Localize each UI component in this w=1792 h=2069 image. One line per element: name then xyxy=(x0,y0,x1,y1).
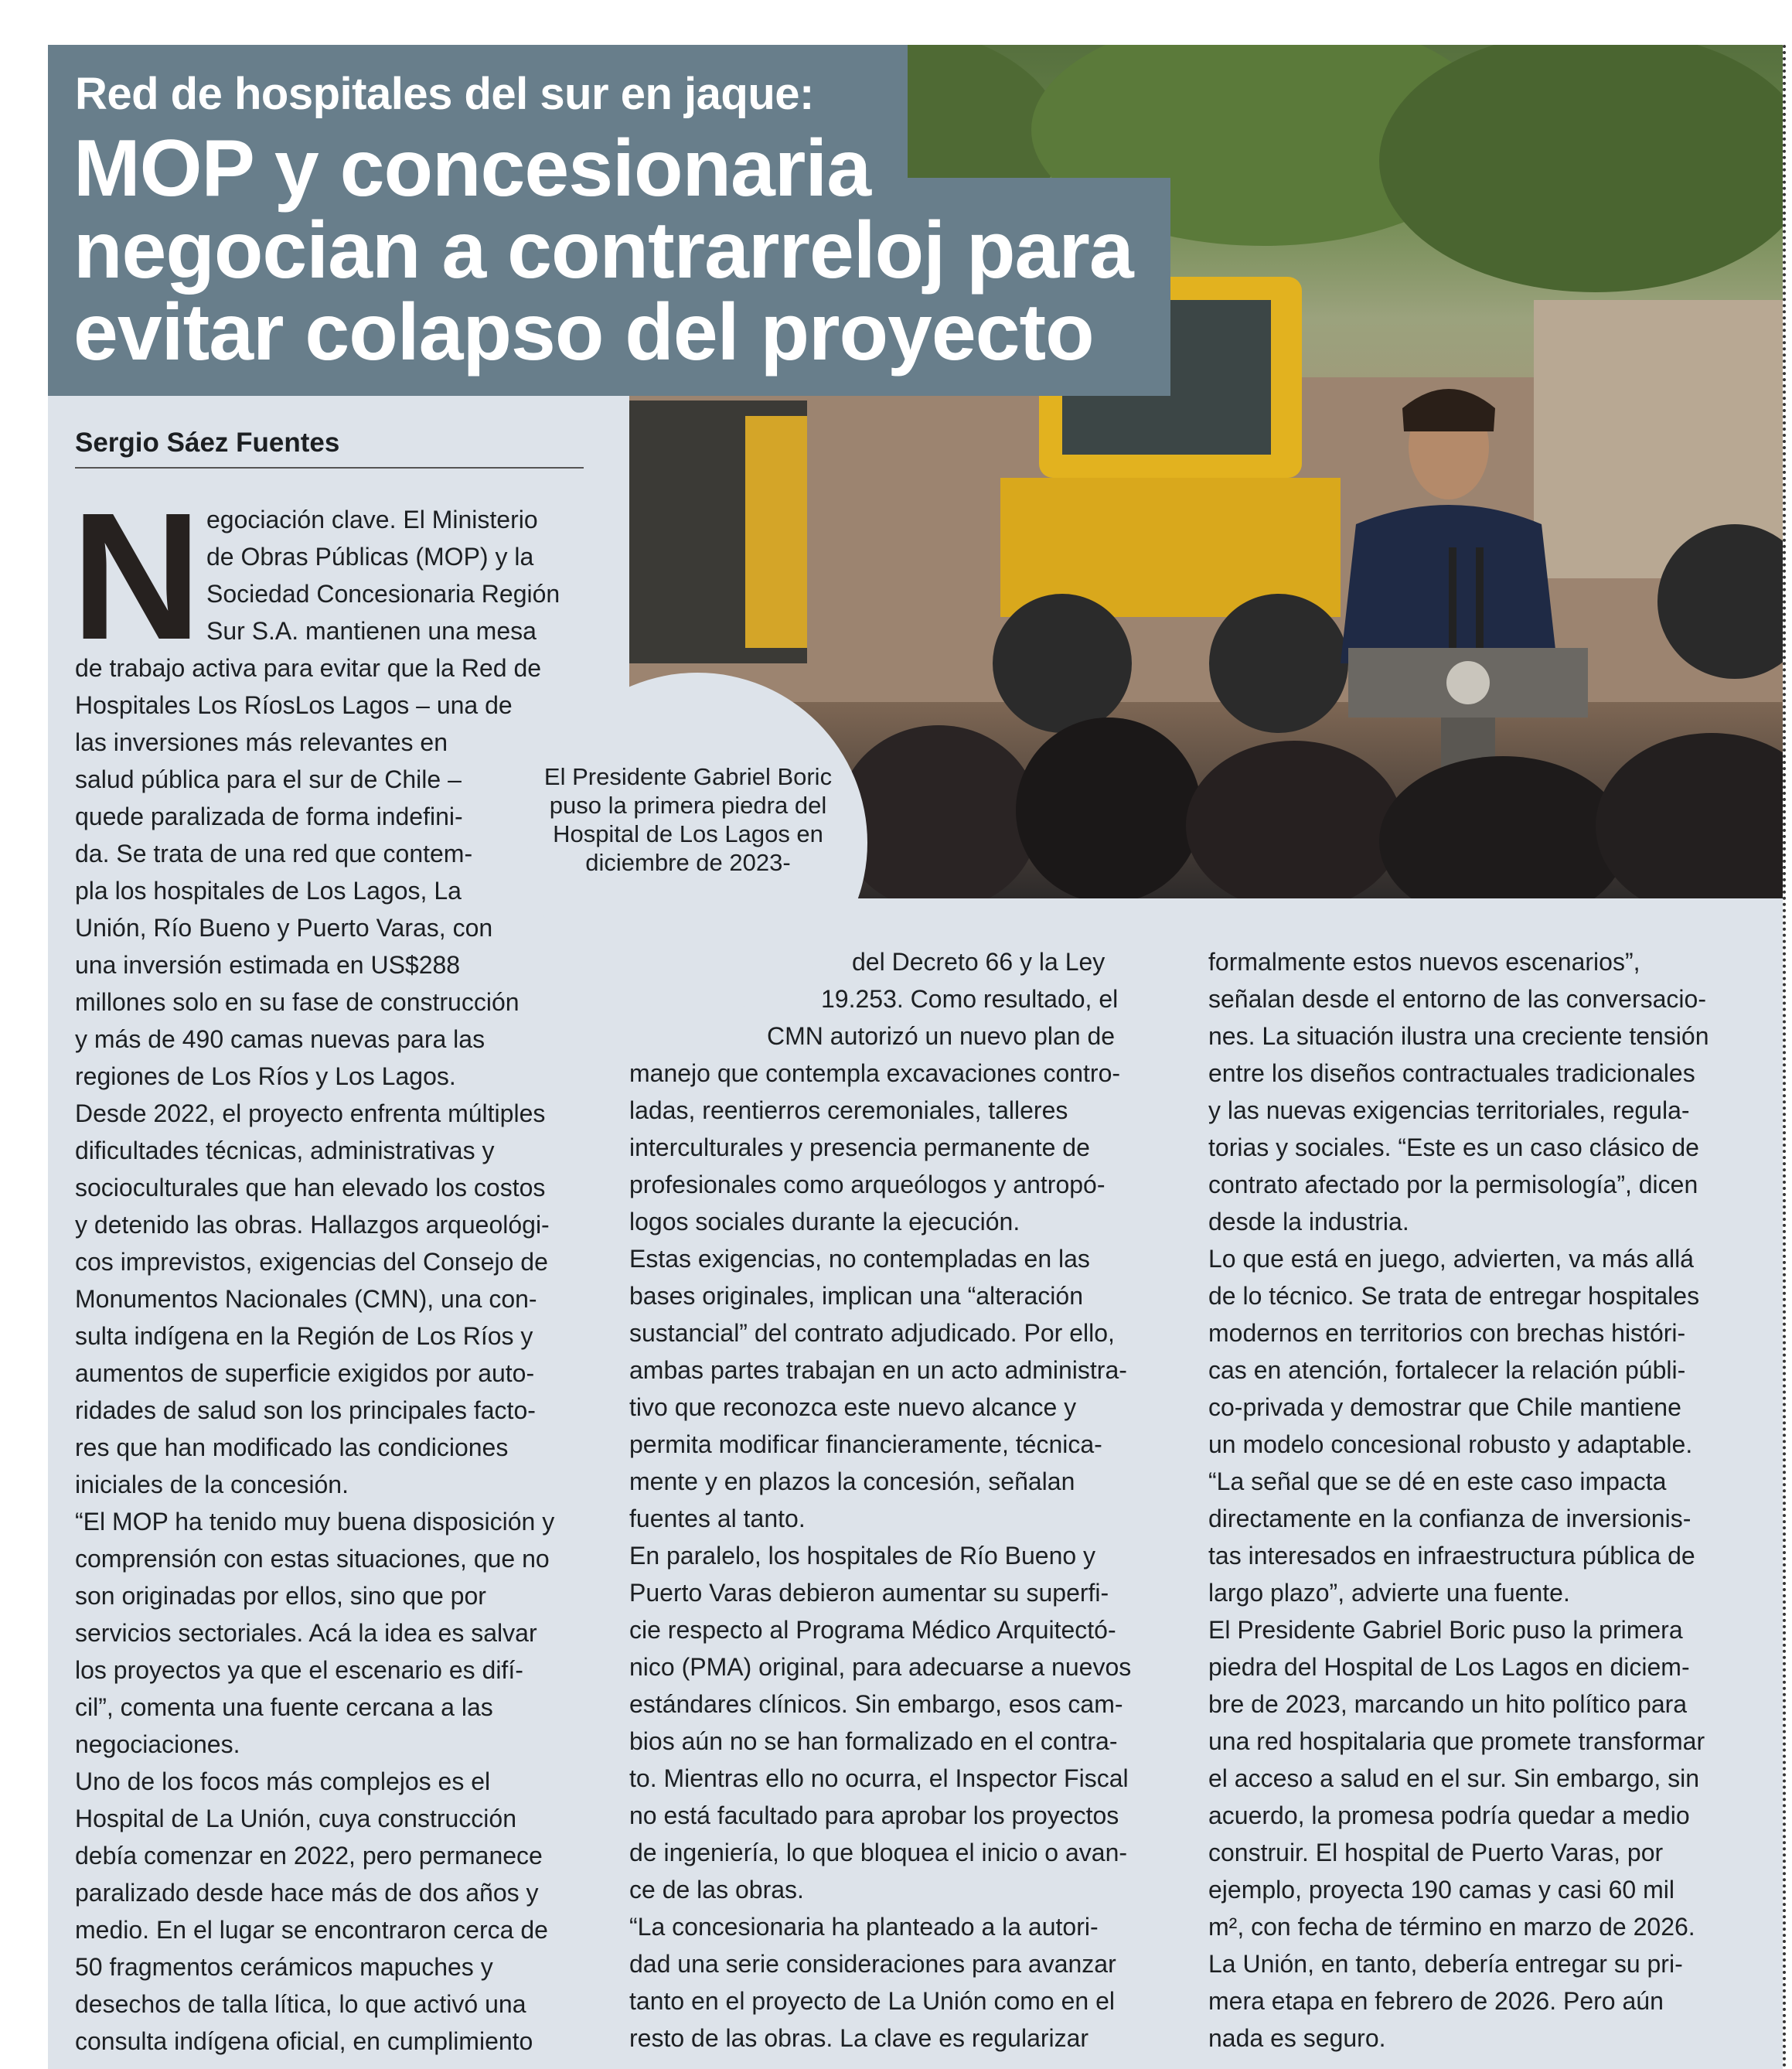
text-line: las inversiones más relevantes en xyxy=(75,728,448,756)
text-line: profesionales como arqueólogos y antropó- xyxy=(629,1171,1106,1198)
text-line: de ingeniería, lo que bloquea el inicio o avan- xyxy=(629,1839,1128,1866)
headline-line: MOP y concesionaria xyxy=(73,124,871,213)
text-line: dad una serie consideraciones para avanzar xyxy=(629,1950,1116,1978)
text-line: Sociedad Concesionaria Región xyxy=(206,580,560,608)
text-line: piedra del Hospital de Los Lagos en diciem- xyxy=(1208,1653,1690,1681)
text-line: cos imprevistos, exigencias del Consejo de xyxy=(75,1248,548,1276)
text-line: Monumentos Nacionales (CMN), una con- xyxy=(75,1285,537,1313)
text-line: “La concesionaria ha planteado a la autori- xyxy=(629,1913,1099,1941)
text-line: mera etapa en febrero de 2026. Pero aún xyxy=(1208,1987,1664,2015)
text-line: contrato afectado por la permisología”, dicen xyxy=(1208,1171,1698,1198)
page-edge-divider xyxy=(1783,45,1786,2069)
text-line: directamente en la confianza de inversionis- xyxy=(1208,1505,1691,1532)
text-line: res que han modificado las condiciones xyxy=(75,1433,509,1461)
text-line: son originadas por ellos, sino que por xyxy=(75,1582,486,1610)
text-line: La Unión, en tanto, debería entregar su pri- xyxy=(1208,1950,1683,1978)
text-line: “La señal que se dé en este caso impacta xyxy=(1208,1467,1667,1495)
text-line: logos sociales durante la ejecución. xyxy=(629,1208,1020,1236)
byline: Sergio Sáez Fuentes xyxy=(75,428,340,458)
text-line: y detenido las obras. Hallazgos arqueológi- xyxy=(75,1211,550,1239)
text-line: de trabajo activa para evitar que la Red de xyxy=(75,654,542,682)
text-line: no está facultado para aprobar los proyectos xyxy=(629,1801,1119,1829)
body-column-2 xyxy=(629,943,1131,2057)
text-line: Hospitales Los RíosLos Lagos – una de xyxy=(75,691,513,719)
text-line: dificultades técnicas, administrativas y xyxy=(75,1137,495,1164)
text-line: egociación clave. El Ministerio xyxy=(206,506,538,533)
text-line: cie respecto al Programa Médico Arquitectó- xyxy=(629,1616,1116,1644)
text-line: comprensión con estas situaciones, que no xyxy=(75,1545,550,1573)
text-line: tanto en el proyecto de La Unión como en el xyxy=(629,1987,1115,2015)
text-line: En paralelo, los hospitales de Río Bueno y xyxy=(629,1542,1096,1570)
text-line: millones solo en su fase de construcción xyxy=(75,988,520,1016)
text-line: ladas, reentierros ceremoniales, talleres xyxy=(629,1096,1068,1124)
text-line: bases originales, implican una “alteración xyxy=(629,1282,1083,1310)
text-line: regiones de Los Ríos y Los Lagos. xyxy=(75,1062,456,1090)
text-line: El Presidente Gabriel Boric puso la primera xyxy=(1208,1616,1683,1644)
text-line: consulta indígena oficial, en cumplimiento xyxy=(75,2027,533,2055)
text-line: Estas exigencias, no contempladas en las xyxy=(629,1245,1090,1273)
text-line: quede paralizada de forma indefini- xyxy=(75,803,463,830)
text-line: bios aún no se han formalizado en el contra- xyxy=(629,1727,1118,1755)
text-line: co-privada y demostrar que Chile mantiene xyxy=(1208,1393,1681,1421)
text-line: to. Mientras ello no ocurra, el Inspector Fiscal xyxy=(629,1764,1129,1792)
text-line: socioculturales que han elevado los costos xyxy=(75,1174,546,1202)
text-line: ce de las obras. xyxy=(629,1876,804,1904)
text-line: 19.253. Como resultado, el xyxy=(821,985,1119,1013)
text-line: construir. El hospital de Puerto Varas, por xyxy=(1208,1839,1664,1866)
text-line: desechos de talla lítica, lo que activó una xyxy=(75,1990,526,2018)
text-line: bre de 2023, marcando un hito político para xyxy=(1208,1690,1688,1718)
text-line: interculturales y presencia permanente de xyxy=(629,1133,1090,1161)
text-line: salud pública para el sur de Chile – xyxy=(75,765,462,793)
text-line: servicios sectoriales. Acá la idea es salvar xyxy=(75,1619,537,1647)
text-line: mente y en plazos la concesión, señalan xyxy=(629,1467,1075,1495)
text-line: manejo que contempla excavaciones contro- xyxy=(629,1059,1121,1087)
text-line: de lo técnico. Se trata de entregar hospitales xyxy=(1208,1282,1700,1310)
text-line: nico (PMA) original, para adecuarse a nuevos xyxy=(629,1653,1132,1681)
drop-cap: N xyxy=(71,475,202,677)
article-kicker: Red de hospitales del sur en jaque: xyxy=(75,69,814,119)
text-line: un modelo concesional robusto y adaptable. xyxy=(1208,1430,1693,1458)
text-line: largo plazo”, advierte una fuente. xyxy=(1208,1579,1570,1607)
text-line: del Decreto 66 y la Ley xyxy=(852,948,1106,976)
photo-caption: El Presidente Gabriel Boric puso la primera piedra del Hospital de Los Lagos en diciembre de 2023- xyxy=(543,763,833,876)
text-line: nes. La situación ilustra una creciente tensión xyxy=(1208,1022,1709,1050)
text-line: modernos en territorios con brechas históri- xyxy=(1208,1319,1686,1347)
text-line: m², con fecha de término en marzo de 2026. xyxy=(1208,1913,1695,1941)
text-line: medio. En el lugar se encontraron cerca de xyxy=(75,1916,548,1944)
text-line: permita modificar financieramente, técnica- xyxy=(629,1430,1102,1458)
text-line: y más de 490 camas nuevas para las xyxy=(75,1025,485,1053)
text-line: Hospital de La Unión, cuya construcción xyxy=(75,1805,516,1832)
text-line: ambas partes trabajan en un acto administra- xyxy=(629,1356,1127,1384)
text-line: entre los diseños contractuales tradicionales xyxy=(1208,1059,1695,1087)
byline-rule xyxy=(75,467,584,469)
text-line: tas interesados en infraestructura pública de xyxy=(1208,1542,1695,1570)
text-line: paralizado desde hace más de dos años y xyxy=(75,1879,539,1907)
body-column-1 xyxy=(75,501,560,2060)
text-line: negociaciones. xyxy=(75,1730,240,1758)
text-line: cil”, comenta una fuente cercana a las xyxy=(75,1693,493,1721)
text-line: 50 fragmentos cerámicos mapuches y xyxy=(75,1953,493,1981)
text-line: nada es seguro. xyxy=(1208,2024,1386,2052)
text-line: de Obras Públicas (MOP) y la xyxy=(206,543,534,571)
text-line: ridades de salud son los principales facto- xyxy=(75,1396,536,1424)
text-line: Sur S.A. mantienen una mesa xyxy=(206,617,537,645)
text-line: Lo que está en juego, advierten, va más allá xyxy=(1208,1245,1694,1273)
text-line: señalan desde el entorno de las conversacio- xyxy=(1208,985,1706,1013)
text-line: cas en atención, fortalecer la relación públi- xyxy=(1208,1356,1686,1384)
text-line: resto de las obras. La clave es regularizar xyxy=(629,2024,1089,2052)
text-line: aumentos de superficie exigidos por auto- xyxy=(75,1359,535,1387)
text-line: el acceso a salud en el sur. Sin embargo, sin xyxy=(1208,1764,1700,1792)
text-line: Unión, Río Bueno y Puerto Varas, con xyxy=(75,914,493,942)
text-line: formalmente estos nuevos escenarios”, xyxy=(1208,948,1640,976)
text-line: desde la industria. xyxy=(1208,1208,1409,1236)
headline-line: negocian a contrarreloj para xyxy=(73,206,1133,295)
text-line: Uno de los focos más complejos es el xyxy=(75,1767,491,1795)
text-line: Desde 2022, el proyecto enfrenta múltiples xyxy=(75,1099,546,1127)
headline-line: evitar colapso del proyecto xyxy=(73,288,1094,377)
text-line: los proyectos ya que el escenario es difí- xyxy=(75,1656,523,1684)
text-line: una red hospitalaria que promete transformar xyxy=(1208,1727,1705,1755)
text-line: tivo que reconozca este nuevo alcance y xyxy=(629,1393,1077,1421)
text-line: sulta indígena en la Región de Los Ríos y xyxy=(75,1322,533,1350)
text-line: fuentes al tanto. xyxy=(629,1505,806,1532)
text-line: ejemplo, proyecta 190 camas y casi 60 mil xyxy=(1208,1876,1674,1904)
text-line: y las nuevas exigencias territoriales, regula- xyxy=(1208,1096,1690,1124)
text-line: pla los hospitales de Los Lagos, La xyxy=(75,877,462,905)
text-line: da. Se trata de una red que contem- xyxy=(75,840,473,867)
body-column-3 xyxy=(1208,943,1709,2057)
text-line: Puerto Varas debieron aumentar su superfi- xyxy=(629,1579,1109,1607)
text-line: sustancial” del contrato adjudicado. Por ello, xyxy=(629,1319,1115,1347)
text-line: iniciales de la concesión. xyxy=(75,1471,349,1498)
article-headline xyxy=(73,124,1194,377)
text-line: “El MOP ha tenido muy buena disposición y xyxy=(75,1508,555,1536)
text-line: torias y sociales. “Este es un caso clásico de xyxy=(1208,1133,1699,1161)
text-line: acuerdo, la promesa podría quedar a medio xyxy=(1208,1801,1690,1829)
text-line: estándares clínicos. Sin embargo, esos cam- xyxy=(629,1690,1123,1718)
text-line: debía comenzar en 2022, pero permanece xyxy=(75,1842,543,1870)
text-line: CMN autorizó un nuevo plan de xyxy=(767,1022,1116,1050)
text-line: una inversión estimada en US$288 xyxy=(75,951,461,979)
